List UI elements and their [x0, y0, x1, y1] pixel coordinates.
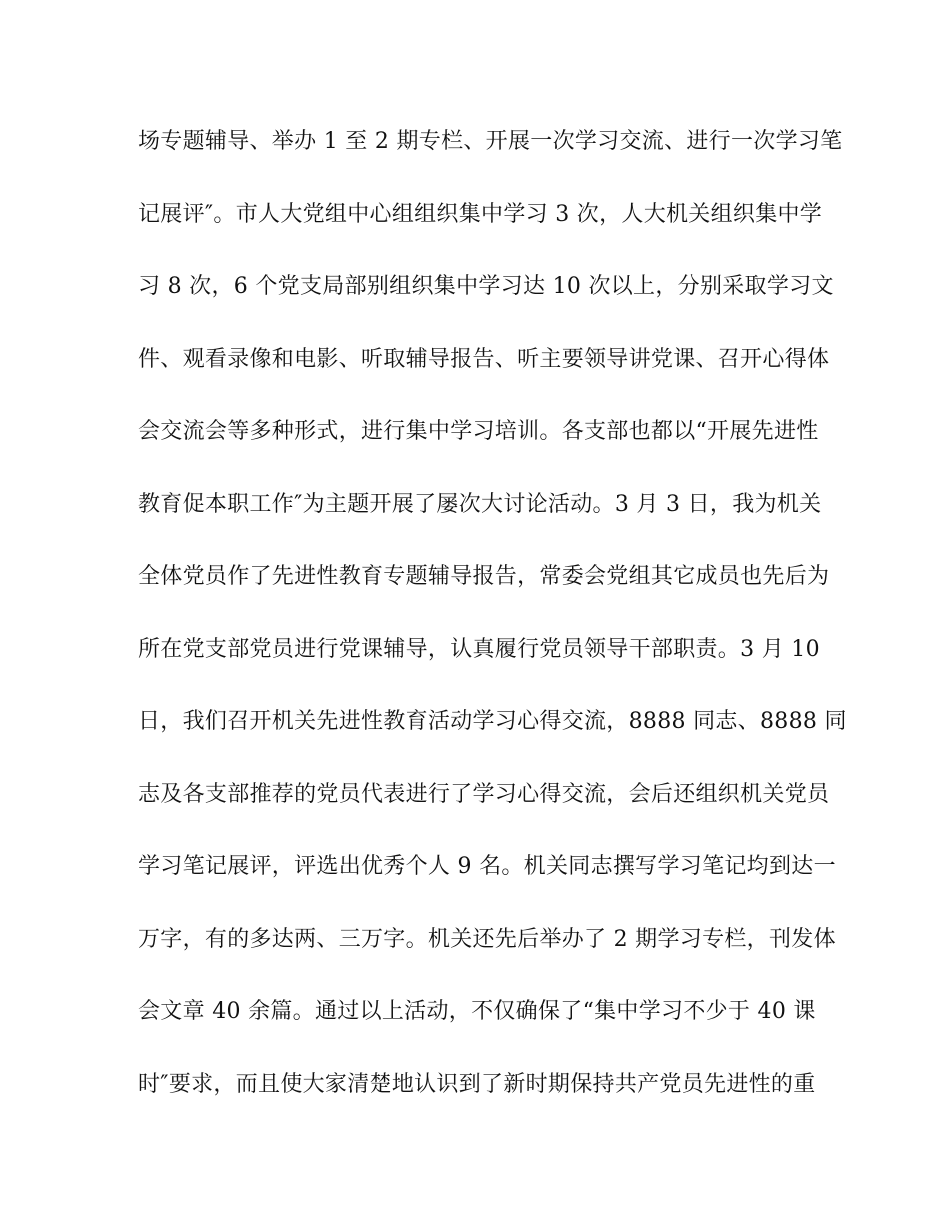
text-line: 场专题辅导、举办 1 至 2 期专栏、开展一次学习交流、进行一次学习笔: [138, 129, 843, 154]
text-line: 会文章 40 余篇。通过以上活动，不仅确保了“集中学习不少于 40 课: [138, 999, 816, 1024]
text-line: 习 8 次，6 个党支局部别组织集中学习达 10 次以上，分别采取学习文: [138, 274, 834, 299]
text-line: 全体党员作了先进性教育专题辅导报告，常委会党组其它成员也先后为: [138, 564, 830, 589]
text-line: 件、观看录像和电影、听取辅导报告、听主要领导讲党课、召开心得体: [138, 346, 830, 372]
text-line: 学习笔记展评，评选出优秀个人 9 名。机关同志撰写学习笔记均到达一: [138, 854, 836, 879]
text-line: 日，我们召开机关先进性教育活动学习心得交流，8888 同志、8888 同: [138, 709, 847, 734]
text-line: 记展评″。市人大党组中心组组织集中学习 3 次，人大机关组织集中学: [138, 201, 823, 227]
text-line: 时″要求，而且使大家清楚地认识到了新时期保持共产党员先进性的重: [138, 1071, 816, 1097]
text-line: 万字，有的多达两、三万字。机关还先后举办了 2 期学习专栏，刊发体: [138, 926, 836, 952]
text-line: 会交流会等多种形式，进行集中学习培训。各支部也都以“开展先进性: [138, 419, 819, 444]
text-line: 教育促本职工作″为主题开展了屡次大讨论活动。3 月 3 日，我为机关: [138, 491, 822, 517]
body-text: [138, 120, 847, 1135]
text-line: 志及各支部推荐的党员代表进行了学习心得交流，会后还组织机关党员: [138, 781, 830, 807]
text-line: 所在党支部党员进行党课辅导，认真履行党员领导干部职责。3 月 10: [138, 636, 820, 662]
